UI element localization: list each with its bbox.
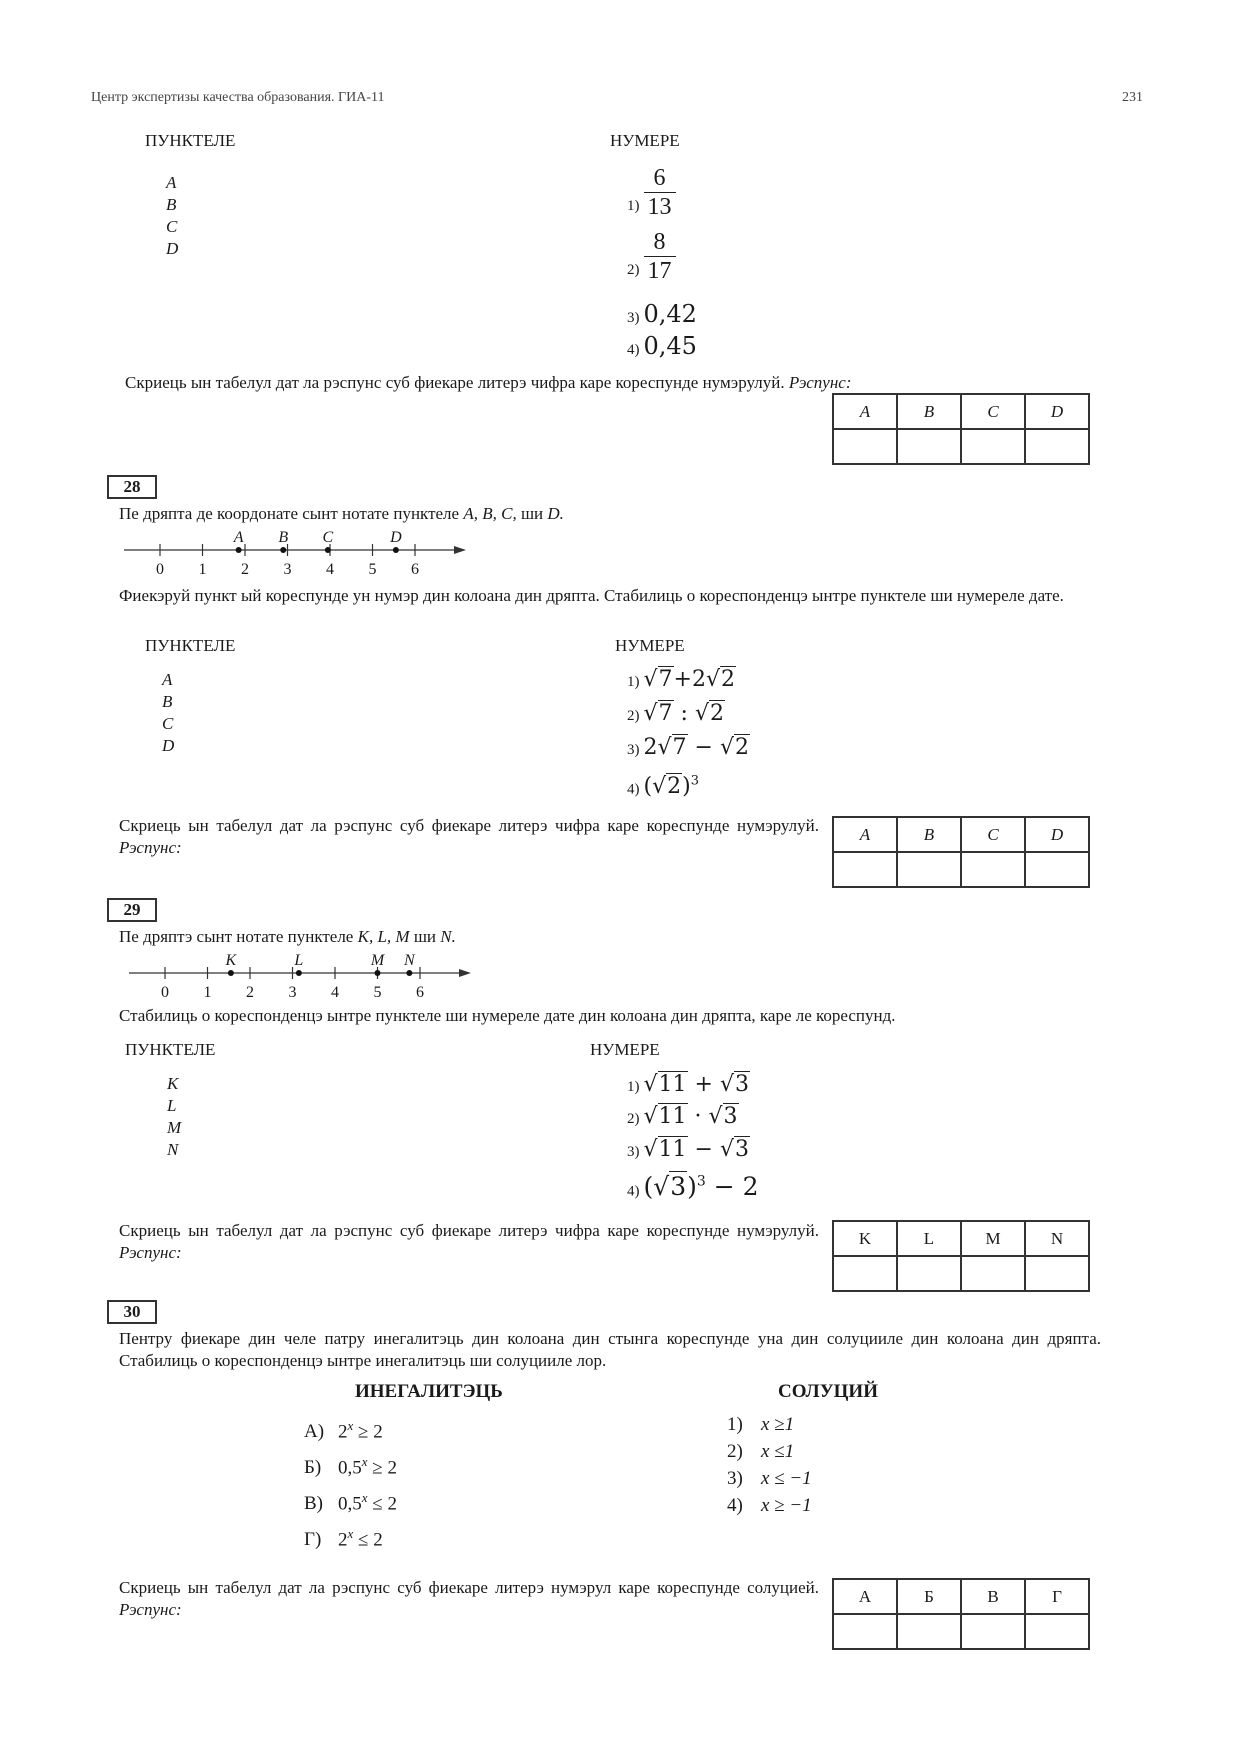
point-marker bbox=[375, 970, 381, 976]
q27-option-1 bbox=[627, 164, 676, 221]
numerator: 8 bbox=[644, 228, 676, 257]
base: 0,5 bbox=[338, 1457, 362, 1479]
tick-label: 2 bbox=[246, 984, 254, 1001]
q28-points-list bbox=[162, 669, 174, 757]
text: Пе дряптэ сынт нотате пунктеле bbox=[119, 927, 358, 946]
radicand: 3 bbox=[734, 1137, 749, 1162]
option-number: 4) bbox=[627, 342, 640, 358]
instruction-text: Скриець ын табелул дат ла рэспунс суб фиекаре литерэ чифра каре кореспунде нумэрулуй. bbox=[119, 816, 819, 835]
q28-col-left-heading: ПУНКТЕЛЕ bbox=[145, 636, 236, 655]
answer-label: Рэспунс: bbox=[788, 373, 852, 392]
answer-cell[interactable] bbox=[961, 1256, 1025, 1291]
option-number: 2) bbox=[627, 1111, 640, 1127]
q28-point: C bbox=[162, 714, 174, 733]
inequality-item bbox=[304, 1454, 397, 1490]
q27-point: A bbox=[166, 173, 177, 192]
instruction-text: Скриець ын табелул дат ла рэспунс суб фиекаре литерэ чифра каре кореспунде нумэрулуй. bbox=[119, 1221, 819, 1240]
answer-header: А bbox=[833, 1579, 897, 1614]
exponent: x bbox=[347, 1418, 354, 1433]
q28-text2: Фиекэруй пункт ый кореспунде ун нумэр дин колоана дин дряпта. Стабилиць о кореспонденцэ ынтре пунктеле ши нумереле дате. bbox=[119, 586, 1064, 605]
operator: +2 bbox=[673, 667, 706, 692]
q27-option-2 bbox=[627, 228, 676, 285]
operator: − bbox=[687, 1137, 720, 1162]
radicand: 3 bbox=[670, 1172, 687, 1202]
exponent: 3 bbox=[690, 774, 699, 789]
solution-value: x ≤ −1 bbox=[761, 1468, 812, 1489]
option-value: 0,45 bbox=[643, 332, 697, 360]
q29-option-1: 1) √11 + √3 bbox=[627, 1072, 749, 1097]
relation: ≥ 2 bbox=[353, 1421, 383, 1443]
answer-cell[interactable] bbox=[961, 429, 1025, 464]
text: A, B, C, bbox=[463, 504, 517, 523]
radicand: 2 bbox=[734, 735, 749, 760]
q29-points-list bbox=[167, 1073, 181, 1161]
radicand: 7 bbox=[658, 667, 673, 692]
q27-answer-table bbox=[832, 393, 1090, 465]
q29-option-2: 2) √11 · √3 bbox=[627, 1104, 738, 1129]
radicand: 2 bbox=[667, 774, 682, 800]
inequality-label: Г) bbox=[304, 1529, 322, 1551]
q27-point: C bbox=[166, 217, 178, 236]
q28-number-line bbox=[120, 523, 480, 579]
answer-cell[interactable] bbox=[961, 1614, 1025, 1649]
answer-header: C bbox=[961, 394, 1025, 429]
tick-label: 1 bbox=[203, 984, 212, 1001]
q28-instruction bbox=[119, 815, 819, 859]
answer-cell[interactable] bbox=[897, 429, 961, 464]
option-number: 4) bbox=[627, 1183, 640, 1200]
answer-cell[interactable] bbox=[833, 852, 897, 887]
q30-number: 30 bbox=[107, 1300, 157, 1324]
answer-label: Рэспунс: bbox=[119, 1243, 182, 1262]
option-number: 1) bbox=[627, 1079, 640, 1095]
inequality-label: В) bbox=[304, 1493, 323, 1515]
exponent: x bbox=[361, 1490, 368, 1505]
point-marker bbox=[393, 547, 399, 553]
axis-arrow bbox=[454, 546, 466, 554]
tick-label: 2 bbox=[241, 561, 249, 578]
answer-cell[interactable] bbox=[897, 1256, 961, 1291]
option-value: 0,42 bbox=[643, 300, 697, 328]
answer-header: В bbox=[961, 1579, 1025, 1614]
denominator: 13 bbox=[647, 194, 672, 220]
answer-cell[interactable] bbox=[1025, 1614, 1089, 1649]
q27-points-list bbox=[166, 172, 178, 260]
q30-col-left-heading: ИНЕГАЛИТЭЦЬ bbox=[355, 1381, 503, 1402]
operator: · bbox=[687, 1104, 709, 1129]
q28-option-4: 4) $(√2)^3$ bbox=[627, 774, 699, 800]
tick-label: 5 bbox=[373, 984, 382, 1001]
answer-cell[interactable] bbox=[833, 429, 897, 464]
operator: − bbox=[687, 735, 720, 760]
tick-label: 6 bbox=[416, 984, 424, 1001]
answer-header: N bbox=[1025, 1221, 1089, 1256]
answer-label: Рэспунс: bbox=[119, 1600, 182, 1619]
radicand: 11 bbox=[658, 1137, 687, 1162]
axis-arrow bbox=[459, 969, 471, 977]
option-number: 2) bbox=[627, 708, 640, 724]
radicand: 3 bbox=[734, 1072, 749, 1097]
q28-col-right-heading: НУМЕРЕ bbox=[615, 636, 685, 655]
answer-header: M bbox=[961, 1221, 1025, 1256]
q30-solutions bbox=[727, 1414, 812, 1522]
solution-value: x ≤1 bbox=[761, 1441, 795, 1462]
answer-header: D bbox=[1025, 394, 1089, 429]
solution-item bbox=[727, 1468, 812, 1495]
solution-value: x ≥ −1 bbox=[761, 1495, 812, 1516]
q29-point: K bbox=[167, 1074, 179, 1093]
q29-point: N bbox=[167, 1140, 179, 1159]
instruction-text: Скриець ын табелул дат ла рэспунс суб фиекаре литерэ нумэрул каре кореспунде солуцией. bbox=[119, 1578, 819, 1597]
answer-cell[interactable] bbox=[897, 1614, 961, 1649]
radicand: 3 bbox=[723, 1104, 738, 1129]
answer-cell[interactable] bbox=[833, 1614, 897, 1649]
answer-header: Б bbox=[897, 1579, 961, 1614]
answer-cell[interactable] bbox=[961, 852, 1025, 887]
operator: : bbox=[673, 701, 695, 726]
tick-label: 3 bbox=[288, 984, 297, 1001]
text: D. bbox=[547, 504, 564, 523]
q27-col-right-heading: НУМЕРЕ bbox=[610, 131, 680, 150]
point-marker bbox=[280, 547, 286, 553]
relation: ≥ 2 bbox=[367, 1457, 397, 1479]
q28-number: 28 bbox=[107, 475, 157, 499]
base: 2 bbox=[338, 1529, 348, 1551]
q28-option-2: 2) √7 : √2 bbox=[627, 701, 724, 726]
solution-label: 3) bbox=[727, 1468, 743, 1489]
base: 0,5 bbox=[338, 1493, 362, 1515]
q29-point: M bbox=[167, 1118, 182, 1137]
relation: ≤ 2 bbox=[353, 1529, 383, 1551]
text: K, L, M bbox=[357, 927, 410, 946]
point-marker bbox=[236, 547, 242, 553]
q29-number-line bbox=[125, 946, 485, 1002]
exponent: 3 bbox=[696, 1174, 706, 1190]
point-label: K bbox=[225, 952, 237, 969]
q27-option-3 bbox=[627, 302, 697, 327]
answer-header: A bbox=[833, 817, 897, 852]
point-label: B bbox=[278, 529, 289, 546]
answer-cell[interactable] bbox=[897, 852, 961, 887]
option-number: 4) bbox=[627, 781, 640, 798]
option-number: 1) bbox=[627, 674, 640, 690]
q27-option-4 bbox=[627, 334, 697, 359]
text: ши bbox=[409, 927, 441, 946]
option-number: 2) bbox=[627, 262, 640, 279]
q28-point: D bbox=[162, 736, 175, 755]
tick-label: 3 bbox=[283, 561, 292, 578]
answer-cell[interactable] bbox=[833, 1256, 897, 1291]
q28-answer-table bbox=[832, 816, 1090, 888]
q28-option-3: 3) 2√7 − √2 bbox=[627, 735, 749, 760]
inequality-label: А) bbox=[304, 1421, 325, 1443]
tick-label: 1 bbox=[198, 561, 207, 578]
answer-header: K bbox=[833, 1221, 897, 1256]
point-label: N bbox=[404, 952, 415, 969]
point-marker bbox=[325, 547, 331, 553]
point-label: L bbox=[294, 952, 304, 969]
fraction bbox=[644, 164, 676, 221]
q29-text bbox=[119, 926, 456, 948]
radicand: 7 bbox=[672, 735, 687, 760]
q30-inequalities bbox=[304, 1418, 397, 1562]
q27-point: D bbox=[166, 239, 179, 258]
q28-point: A bbox=[162, 670, 173, 689]
text: ши bbox=[516, 504, 548, 523]
exponent: x bbox=[361, 1454, 368, 1469]
option-number: 3) bbox=[627, 1144, 640, 1160]
instruction-text: Скриець ын табелул дат ла рэспунс суб фиекаре литерэ чифра каре кореспунде нумэрулуй. bbox=[125, 373, 785, 392]
q29-col-left-heading: ПУНКТЕЛЕ bbox=[125, 1040, 216, 1059]
option-number: 3) bbox=[627, 310, 640, 326]
q29-number: 29 bbox=[107, 898, 157, 922]
base: 2 bbox=[338, 1421, 348, 1443]
operator: + bbox=[687, 1072, 720, 1097]
radicand: 2 bbox=[709, 701, 724, 726]
radicand: 11 bbox=[658, 1072, 687, 1097]
answer-header: L bbox=[897, 1221, 961, 1256]
q29-text2: Стабилиць о кореспонденцэ ынтре пунктеле ши нумереле дате дин колоана дин дряпта, каре ле кореспунд. bbox=[119, 1006, 896, 1025]
q28-point: B bbox=[162, 692, 173, 711]
option-number: 1) bbox=[627, 198, 640, 215]
radicand: 7 bbox=[658, 701, 673, 726]
inequality-label: Б) bbox=[304, 1457, 322, 1479]
answer-header: A bbox=[833, 394, 897, 429]
running-header: Центр экспертизы качества образования. ГИА-11 bbox=[91, 90, 385, 105]
point-marker bbox=[406, 970, 412, 976]
point-label: D bbox=[390, 529, 402, 546]
q29-col-right-heading: НУМЕРЕ bbox=[590, 1040, 660, 1059]
point-marker bbox=[228, 970, 234, 976]
point-label: A bbox=[233, 529, 244, 546]
answer-cell[interactable] bbox=[1025, 429, 1089, 464]
denominator: 17 bbox=[647, 258, 672, 284]
radicand: 2 bbox=[721, 667, 735, 692]
exponent: x bbox=[347, 1526, 354, 1541]
q30-answer-table bbox=[832, 1578, 1090, 1650]
point-label: C bbox=[322, 529, 334, 546]
relation: ≤ 2 bbox=[367, 1493, 397, 1515]
q28-option-1: 1) √7+2√2 bbox=[627, 667, 735, 692]
inequality-item bbox=[304, 1526, 397, 1562]
solution-item bbox=[727, 1441, 812, 1468]
inequality-item bbox=[304, 1490, 397, 1526]
answer-label: Рэспунс: bbox=[119, 838, 182, 857]
answer-header: D bbox=[1025, 817, 1089, 852]
tick-label: 4 bbox=[326, 561, 334, 578]
q27-instruction bbox=[125, 372, 851, 394]
answer-header: C bbox=[961, 817, 1025, 852]
tick-label: 0 bbox=[161, 984, 169, 1001]
q28-text bbox=[119, 503, 564, 525]
operator: − 2 bbox=[705, 1172, 759, 1202]
radicand: 11 bbox=[658, 1104, 687, 1129]
q29-point: L bbox=[167, 1096, 177, 1115]
q29-option-4: 4) $(√3)^3 - 2$ bbox=[627, 1172, 759, 1202]
inequality-item bbox=[304, 1418, 397, 1454]
solution-label: 4) bbox=[727, 1495, 743, 1516]
tick-label: 4 bbox=[331, 984, 339, 1001]
solution-item bbox=[727, 1414, 812, 1441]
tick-label: 6 bbox=[411, 561, 419, 578]
fraction bbox=[644, 228, 676, 285]
answer-cell[interactable] bbox=[1025, 852, 1089, 887]
answer-header: B bbox=[897, 817, 961, 852]
q29-option-3: 3) √11 − √3 bbox=[627, 1137, 749, 1162]
q27-col-left-heading: ПУНКТЕЛЕ bbox=[145, 131, 236, 150]
tick-label: 5 bbox=[368, 561, 377, 578]
solution-item bbox=[727, 1495, 812, 1522]
text: Пе дряпта де коордонате сынт нотате пунктеле bbox=[119, 504, 464, 523]
tick-label: 0 bbox=[156, 561, 164, 578]
q29-instruction bbox=[119, 1220, 819, 1264]
q30-instruction bbox=[119, 1577, 819, 1621]
point-marker bbox=[296, 970, 302, 976]
solution-value: x ≥1 bbox=[761, 1414, 795, 1435]
q27-point: B bbox=[166, 195, 177, 214]
solution-label: 1) bbox=[727, 1414, 743, 1435]
option-number: 3) bbox=[627, 742, 640, 758]
q30-text: Пентру фиекаре дин челе патру инегалитэць дин колоана дин стынга кореспунде уна дин солуцииле дин колоана дин дряпта. Стабилиць о кореспонденцэ ынтре инегалитэць ши солуцииле лор. bbox=[119, 1329, 1101, 1370]
answer-header: Г bbox=[1025, 1579, 1089, 1614]
point-label: M bbox=[370, 952, 385, 969]
answer-header: B bbox=[897, 394, 961, 429]
q29-answer-table bbox=[832, 1220, 1090, 1292]
solution-label: 2) bbox=[727, 1441, 743, 1462]
q30-col-right-heading: СОЛУЦИЙ bbox=[778, 1381, 878, 1402]
page-number: 231 bbox=[1122, 90, 1143, 105]
numerator: 6 bbox=[644, 164, 676, 193]
text: N. bbox=[440, 927, 456, 946]
answer-cell[interactable] bbox=[1025, 1256, 1089, 1291]
coefficient: 2 bbox=[643, 735, 658, 760]
